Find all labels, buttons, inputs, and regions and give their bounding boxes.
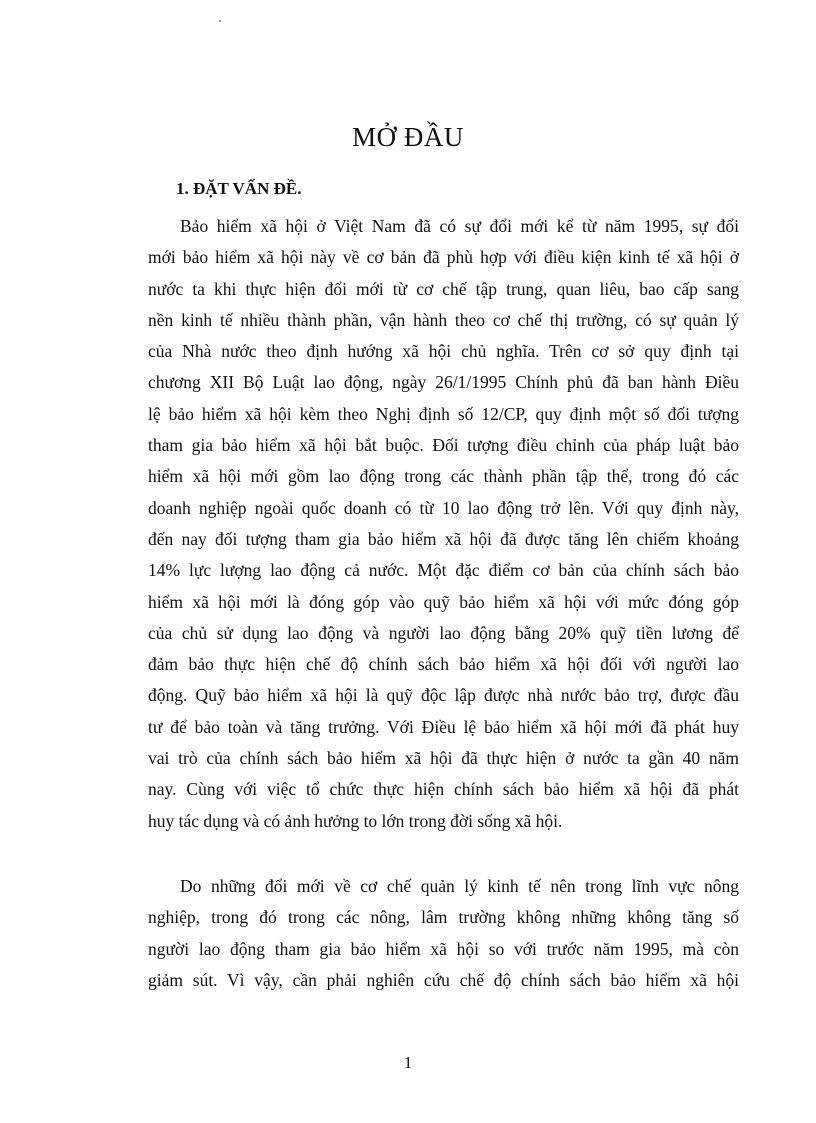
paragraph-line: của Nhà nước theo định hướng xã hội chủ nghĩa. Trên cơ sở quy định tại bbox=[148, 341, 739, 362]
paragraph-line: hiểm xã hội mới là đóng góp vào quỹ bảo hiểm xã hội với mức đóng góp bbox=[148, 591, 739, 612]
paragraph-line: mới bảo hiểm xã hội này về cơ bản đã phù hợp với điều kiện kinh tế xã hội ở bbox=[148, 247, 739, 268]
paragraph-line: doanh nghiệp ngoài quốc doanh có từ 10 lao động trở lên. Với quy định này, bbox=[148, 497, 739, 518]
paragraph-line: lệ bảo hiểm xã hội kèm theo Nghị định số 12/CP, quy định một số đối tượng bbox=[148, 403, 739, 424]
section-heading: 1. ĐẶT VẤN ĐỀ. bbox=[176, 179, 302, 198]
paragraph-line: nền kinh tế nhiều thành phần, vận hành theo cơ chế thị trường, có sự quản lý bbox=[148, 309, 739, 330]
paragraph-line: nghiệp, trong đó trong các nông, lâm trường không những không tăng số bbox=[148, 907, 739, 928]
paragraph-line: đảm bảo thực hiện chế độ chính sách bảo hiểm xã hội đối với người lao bbox=[148, 654, 739, 675]
paragraph-2 bbox=[148, 871, 739, 996]
paragraph-line: tư để bảo toàn và tăng trưởng. Với Điều lệ bảo hiểm xã hội mới đã phát huy bbox=[148, 716, 739, 737]
paragraph-line: 14% lực lượng lao động cả nước. Một đặc điểm cơ bản của chính sách bảo bbox=[148, 560, 739, 581]
page-title: MỞ ĐẦU bbox=[352, 122, 464, 152]
paragraph-line: người lao động tham gia bảo hiểm xã hội so với trước năm 1995, mà còn bbox=[148, 938, 739, 959]
paragraph-line: của chủ sử dụng lao động và người lao động bằng 20% quỹ tiền lương để bbox=[148, 622, 739, 643]
paragraph-line: giảm sút. Vì vậy, cần phải nghiên cứu chế độ chính sách bảo hiểm xã hội bbox=[148, 969, 739, 990]
paragraph-line: động. Quỹ bảo hiểm xã hội là quỹ độc lập được nhà nước bảo trợ, được đầu bbox=[148, 685, 739, 706]
page-number: 1 bbox=[403, 1053, 413, 1072]
paragraph-line: vai trò của chính sách bảo hiểm xã hội đã thực hiện ở nước ta gần 40 năm bbox=[148, 748, 739, 769]
paragraph-line: đến nay đối tượng tham gia bảo hiểm xã hội đã được tăng lên chiếm khoảng bbox=[148, 528, 739, 549]
paragraph-line: nước ta khi thực hiện đổi mới từ cơ chế tập trung, quan liêu, bao cấp sang bbox=[148, 278, 739, 299]
scan-speck bbox=[219, 20, 221, 22]
paragraph-line: Do những đổi mới về cơ chế quản lý kinh tế nên trong lĩnh vực nông bbox=[180, 876, 739, 896]
paragraph-line: huy tác dụng và có ảnh hưởng to lớn trong đời sống xã hội. bbox=[148, 810, 563, 831]
paragraph-1 bbox=[148, 211, 739, 837]
paragraph-line: tham gia bảo hiểm xã hội bắt buộc. Đối tượng điều chỉnh của pháp luật bảo bbox=[148, 435, 739, 456]
paragraph-line: hiểm xã hội mới gồm lao động trong các thành phần tập thể, trong đó các bbox=[148, 466, 739, 487]
paragraph-line: nay. Cùng với việc tổ chức thực hiện chính sách bảo hiểm xã hội đã phát bbox=[148, 779, 739, 800]
paragraph-line: Bảo hiểm xã hội ở Việt Nam đã có sự đổi mới kể từ năm 1995, sự đổi bbox=[180, 216, 739, 236]
paragraph-line: chương XII Bộ Luật lao động, ngày 26/1/1995 Chính phủ đã ban hành Điều bbox=[148, 372, 739, 393]
